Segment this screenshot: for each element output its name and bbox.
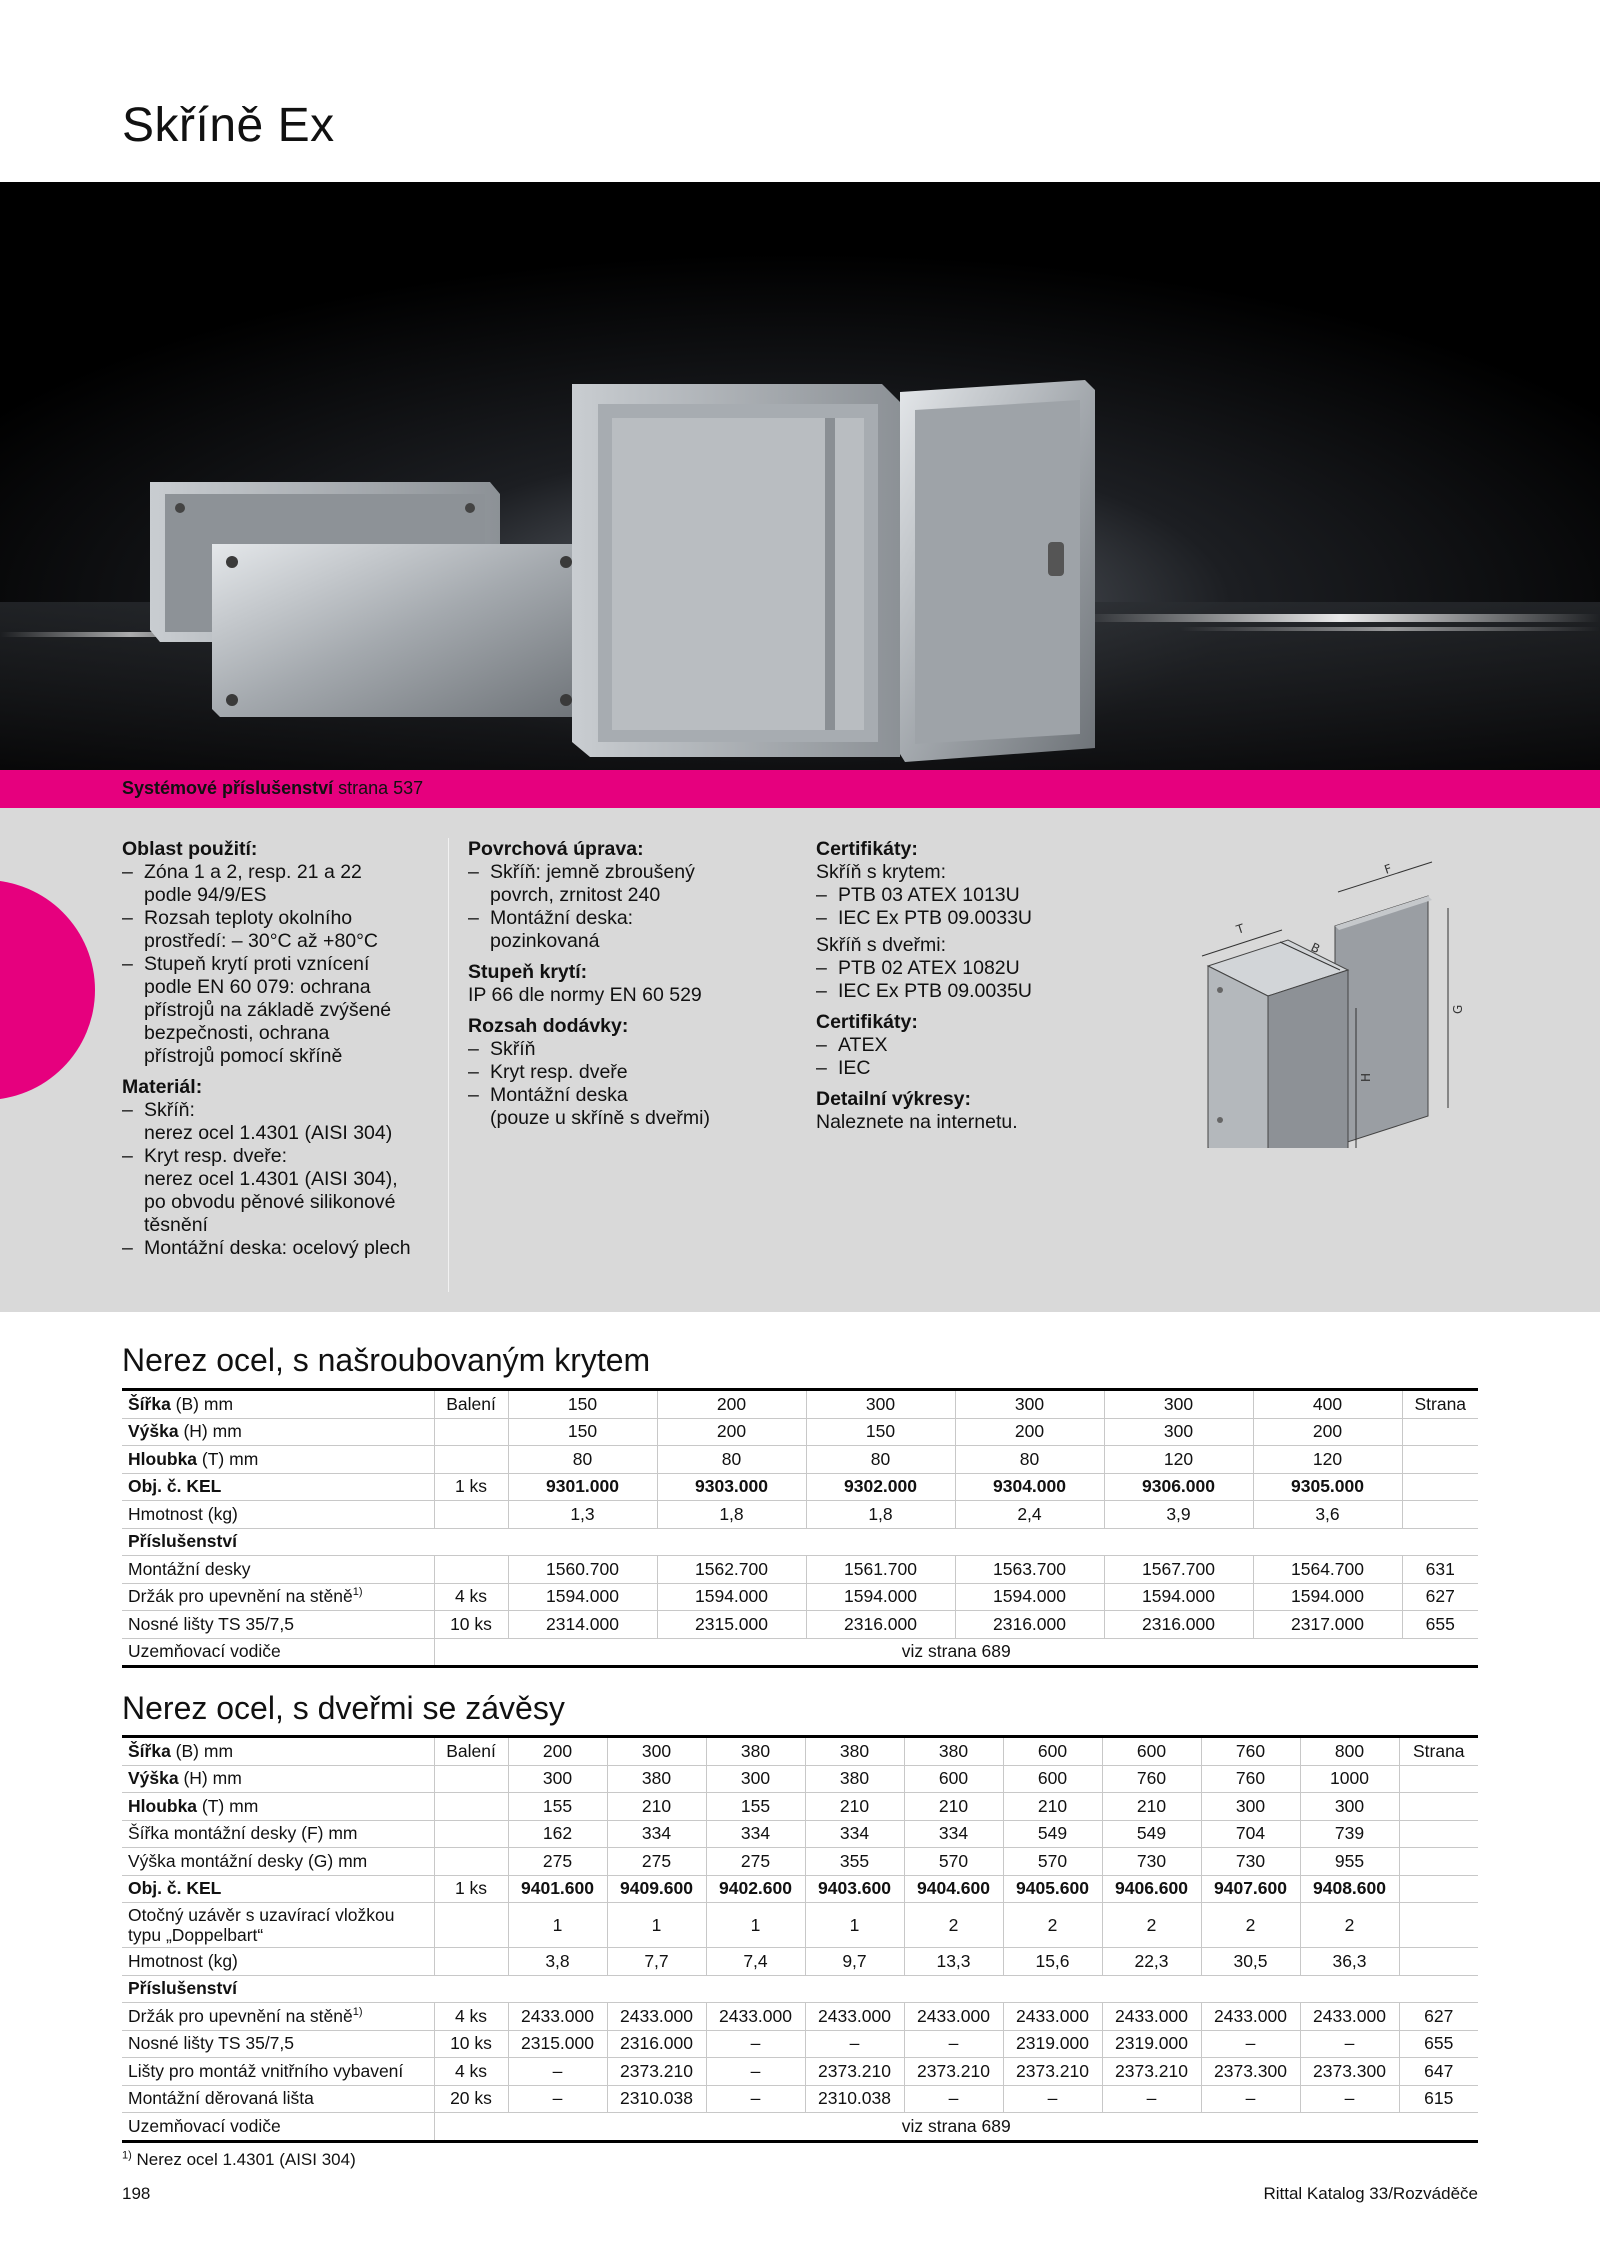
value-cell: –: [1003, 2085, 1102, 2113]
order-number: 9303.000: [657, 1473, 806, 1501]
reference-cell: viz strana 689: [434, 2113, 1478, 2142]
usage-item: – Stupeň krytí proti vznícení: [122, 953, 442, 976]
order-number: 9405.600: [1003, 1875, 1102, 1903]
table-row: [122, 1737, 1478, 1766]
certificate-item: – PTB 02 ATEX 1082U: [816, 957, 1136, 980]
value-cell: 22,3: [1102, 1948, 1201, 1976]
page-cell: 627: [1399, 2003, 1478, 2031]
page-cell: 615: [1399, 2085, 1478, 2113]
certificate-item: – IEC Ex PTB 09.0033U: [816, 907, 1136, 930]
value-cell: 2433.000: [508, 2003, 607, 2031]
info-column-certificates: [816, 838, 1136, 1134]
value-cell: 1594.000: [1104, 1583, 1253, 1611]
value-cell: 1594.000: [806, 1583, 955, 1611]
material-heading: Materiál:: [122, 1076, 203, 1098]
row-label: Šířka (B) mm: [122, 1737, 434, 1766]
dimension-diagram: [1160, 848, 1490, 1148]
value-cell: 334: [904, 1820, 1003, 1848]
value-cell: 2433.000: [904, 2003, 1003, 2031]
value-cell: 955: [1300, 1848, 1399, 1876]
value-cell: 1: [805, 1903, 904, 1948]
usage-item-cont: podle 94/9/ES: [144, 884, 267, 906]
value-cell: –: [1201, 2030, 1300, 2058]
page-cell: 655: [1399, 2030, 1478, 2058]
pack-cell: Balení: [434, 1390, 508, 1419]
value-cell: 2433.000: [1300, 2003, 1399, 2031]
accessories-label: Příslušenství: [122, 1528, 1478, 1556]
row-label: Šířka (B) mm: [122, 1390, 434, 1419]
certificates-sub: Skříň s krytem:: [816, 861, 947, 883]
value-cell: 704: [1201, 1820, 1300, 1848]
value-cell: 30,5: [1201, 1948, 1300, 1976]
page-title: Skříně Ex: [122, 99, 335, 152]
table-row: [122, 1848, 1478, 1876]
value-cell: 739: [1300, 1820, 1399, 1848]
value-cell: 300: [1201, 1793, 1300, 1821]
value-cell: 300: [1104, 1418, 1253, 1446]
value-cell: –: [1102, 2085, 1201, 2113]
order-number: 9306.000: [1104, 1473, 1253, 1501]
certificate-item: – PTB 03 ATEX 1013U: [816, 884, 1136, 907]
value-cell: 1000: [1300, 1765, 1399, 1793]
value-cell: 400: [1253, 1390, 1402, 1419]
value-cell: 730: [1201, 1848, 1300, 1876]
info-column-usage: [122, 838, 442, 1260]
value-cell: 2433.000: [805, 2003, 904, 2031]
order-number: 9304.000: [955, 1473, 1104, 1501]
footnote: $^{1)}$ Nerez ocel 1.4301 (AISI 304): [122, 2149, 356, 2169]
order-number: 9403.600: [805, 1875, 904, 1903]
row-label: Montážní desky: [122, 1556, 434, 1584]
table-row: [122, 2085, 1478, 2113]
value-cell: –: [706, 2058, 805, 2086]
surface-item-cont: povrch, zrnitost 240: [490, 884, 661, 906]
value-cell: 80: [657, 1446, 806, 1474]
value-cell: 300: [1104, 1390, 1253, 1419]
value-cell: 120: [1104, 1446, 1253, 1474]
value-cell: 760: [1201, 1737, 1300, 1766]
table-row: [122, 1390, 1478, 1419]
pack-cell: 4 ks: [434, 2003, 508, 2031]
value-cell: 275: [508, 1848, 607, 1876]
value-cell: 15,6: [1003, 1948, 1102, 1976]
value-cell: 1594.000: [657, 1583, 806, 1611]
value-cell: 36,3: [1300, 1948, 1399, 1976]
spec-table-screw-cover: [122, 1388, 1478, 1668]
order-number: 9401.600: [508, 1875, 607, 1903]
table-row: [122, 1446, 1478, 1474]
pack-cell: 1 ks: [434, 1875, 508, 1903]
certificates-heading: Certifikáty:: [816, 838, 918, 860]
pack-cell: Balení: [434, 1737, 508, 1766]
material-item: – Skříň:: [122, 1099, 442, 1122]
value-cell: 334: [607, 1820, 706, 1848]
value-cell: 2316.000: [607, 2030, 706, 2058]
table-row: [122, 1820, 1478, 1848]
material-item-cont: po obvodu pěnové silikonové: [144, 1191, 396, 1213]
value-cell: 80: [955, 1446, 1104, 1474]
table-row: [122, 2058, 1478, 2086]
value-cell: 3,8: [508, 1948, 607, 1976]
value-cell: 80: [806, 1446, 955, 1474]
value-cell: 380: [904, 1737, 1003, 1766]
value-cell: 600: [1003, 1765, 1102, 1793]
usage-item-cont: bezpečnosti, ochrana: [144, 1022, 330, 1044]
value-cell: 800: [1300, 1737, 1399, 1766]
table-row: [122, 1556, 1478, 1584]
value-cell: 570: [904, 1848, 1003, 1876]
protection-heading: Stupeň krytí:: [468, 961, 588, 983]
value-cell: –: [1300, 2085, 1399, 2113]
value-cell: 334: [706, 1820, 805, 1848]
surface-heading: Povrchová úprava:: [468, 838, 644, 860]
dim-label-f: F: [1382, 861, 1394, 877]
value-cell: 300: [806, 1390, 955, 1419]
row-label: Držák pro upevnění na stěně$^{1)}$: [122, 1583, 434, 1611]
table-row: [122, 1903, 1478, 1948]
value-cell: 200: [1253, 1418, 1402, 1446]
value-cell: 2433.000: [1003, 2003, 1102, 2031]
value-cell: 155: [706, 1793, 805, 1821]
table-row: [122, 1473, 1478, 1501]
pack-cell: 4 ks: [434, 2058, 508, 2086]
value-cell: 300: [607, 1737, 706, 1766]
value-cell: 2317.000: [1253, 1611, 1402, 1639]
value-cell: 2314.000: [508, 1611, 657, 1639]
row-label: Hmotnost (kg): [122, 1948, 434, 1976]
drawings-heading: Detailní výkresy:: [816, 1088, 972, 1110]
accessories-bar-label: Systémové příslušenství: [122, 778, 334, 798]
row-label: Hmotnost (kg): [122, 1501, 434, 1529]
table-row: [122, 1418, 1478, 1446]
table-row: [122, 1528, 1478, 1556]
delivery-item-cont: (pouze u skříně s dveřmi): [490, 1107, 710, 1129]
value-cell: 2316.000: [1104, 1611, 1253, 1639]
value-cell: 275: [706, 1848, 805, 1876]
delivery-item: – Kryt resp. dveře: [468, 1061, 798, 1084]
page-header-cell: Strana: [1402, 1390, 1478, 1419]
usage-item: – Zóna 1 a 2, resp. 21 a 22: [122, 861, 442, 884]
product-photo: [0, 182, 1600, 770]
certificate-item: – IEC Ex PTB 09.0035U: [816, 980, 1136, 1003]
value-cell: –: [805, 2030, 904, 2058]
value-cell: 1563.700: [955, 1556, 1104, 1584]
value-cell: 2: [1003, 1903, 1102, 1948]
table-row: [122, 1638, 1478, 1667]
usage-item-cont: podle EN 60 079: ochrana: [144, 976, 371, 998]
value-cell: 2433.000: [607, 2003, 706, 2031]
row-label: Lišty pro montáž vnitřního vybavení: [122, 2058, 434, 2086]
material-item-cont: nerez ocel 1.4301 (AISI 304): [144, 1122, 393, 1144]
material-item-cont: nerez ocel 1.4301 (AISI 304),: [144, 1168, 398, 1190]
value-cell: 162: [508, 1820, 607, 1848]
page-cell: 647: [1399, 2058, 1478, 2086]
value-cell: 120: [1253, 1446, 1402, 1474]
value-cell: 549: [1003, 1820, 1102, 1848]
column-divider: [448, 838, 449, 1292]
value-cell: 2310.038: [805, 2085, 904, 2113]
value-cell: 150: [508, 1418, 657, 1446]
row-label: Montážní děrovaná lišta: [122, 2085, 434, 2113]
row-label: Hloubka (T) mm: [122, 1446, 434, 1474]
page-cell: 627: [1402, 1583, 1478, 1611]
usage-item-cont: přístrojů na základě zvýšené: [144, 999, 392, 1021]
row-label: Držák pro upevnění na stěně$^{1)}$: [122, 2003, 434, 2031]
value-cell: 275: [607, 1848, 706, 1876]
value-cell: 2: [904, 1903, 1003, 1948]
value-cell: 150: [806, 1418, 955, 1446]
value-cell: 380: [706, 1737, 805, 1766]
value-cell: 300: [508, 1765, 607, 1793]
value-cell: –: [508, 2058, 607, 2086]
table-row: [122, 1501, 1478, 1529]
order-number: 9408.600: [1300, 1875, 1399, 1903]
value-cell: –: [1300, 2030, 1399, 2058]
value-cell: 2319.000: [1003, 2030, 1102, 2058]
value-cell: 1562.700: [657, 1556, 806, 1584]
value-cell: 2373.210: [904, 2058, 1003, 2086]
value-cell: 7,7: [607, 1948, 706, 1976]
value-cell: 1560.700: [508, 1556, 657, 1584]
usage-item: – Rozsah teploty okolního: [122, 907, 442, 930]
row-label: Obj. č. KEL: [122, 1473, 434, 1501]
value-cell: 300: [1300, 1793, 1399, 1821]
value-cell: 200: [508, 1737, 607, 1766]
surface-item: – Montážní deska:: [468, 907, 798, 930]
value-cell: 2316.000: [955, 1611, 1104, 1639]
value-cell: 2373.210: [1102, 2058, 1201, 2086]
info-column-surface: [468, 838, 798, 1130]
value-cell: 600: [1003, 1737, 1102, 1766]
order-number: 9406.600: [1102, 1875, 1201, 1903]
value-cell: 570: [1003, 1848, 1102, 1876]
protection-text: IP 66 dle normy EN 60 529: [468, 984, 702, 1006]
reference-cell: viz strana 689: [434, 1638, 1478, 1667]
value-cell: 200: [657, 1390, 806, 1419]
value-cell: 155: [508, 1793, 607, 1821]
pack-cell: 10 ks: [434, 2030, 508, 2058]
value-cell: 2433.000: [1201, 2003, 1300, 2031]
page-number: 198: [122, 2184, 151, 2203]
usage-heading: Oblast použití:: [122, 838, 258, 860]
value-cell: 2433.000: [706, 2003, 805, 2031]
order-number: 9409.600: [607, 1875, 706, 1903]
value-cell: 1: [706, 1903, 805, 1948]
value-cell: 2: [1102, 1903, 1201, 1948]
value-cell: 2316.000: [806, 1611, 955, 1639]
certificate-item: – IEC: [816, 1057, 1136, 1080]
material-item: – Kryt resp. dveře:: [122, 1145, 442, 1168]
row-label: Výška montážní desky (G) mm: [122, 1848, 434, 1876]
value-cell: 210: [1003, 1793, 1102, 1821]
delivery-item: – Montážní deska: [468, 1084, 798, 1107]
value-cell: 1,8: [806, 1501, 955, 1529]
table-row: [122, 1875, 1478, 1903]
usage-item-cont: přístrojů pomocí skříně: [144, 1045, 343, 1067]
value-cell: 2: [1300, 1903, 1399, 1948]
row-label: Nosné lišty TS 35/7,5: [122, 1611, 434, 1639]
value-cell: 2,4: [955, 1501, 1104, 1529]
pack-cell: 4 ks: [434, 1583, 508, 1611]
value-cell: 1,8: [657, 1501, 806, 1529]
dim-label-h: H: [1359, 1072, 1373, 1082]
pack-cell: 20 ks: [434, 2085, 508, 2113]
system-accessories-bar: [0, 770, 1600, 808]
accessories-label: Příslušenství: [122, 1975, 1478, 2003]
delivery-heading: Rozsah dodávky:: [468, 1015, 629, 1037]
value-cell: 380: [805, 1765, 904, 1793]
pack-cell: 1 ks: [434, 1473, 508, 1501]
table-row: [122, 2003, 1478, 2031]
value-cell: 549: [1102, 1820, 1201, 1848]
page-header-cell: Strana: [1399, 1737, 1478, 1766]
table-row: [122, 1975, 1478, 2003]
table-row: [122, 2113, 1478, 2142]
value-cell: 2319.000: [1102, 2030, 1201, 2058]
value-cell: 3,9: [1104, 1501, 1253, 1529]
page-cell: 631: [1402, 1556, 1478, 1584]
section-title-screw-cover: Nerez ocel, s našroubovaným krytem: [122, 1342, 651, 1378]
row-label: Uzemňovací vodiče: [122, 2113, 434, 2142]
value-cell: –: [1201, 2085, 1300, 2113]
value-cell: 600: [904, 1765, 1003, 1793]
value-cell: 1: [607, 1903, 706, 1948]
spec-table-hinged-door: [122, 1735, 1478, 2143]
order-number: 9301.000: [508, 1473, 657, 1501]
certificate-item: – ATEX: [816, 1034, 1136, 1057]
value-cell: –: [706, 2030, 805, 2058]
table-row: [122, 1793, 1478, 1821]
row-label: Hloubka (T) mm: [122, 1793, 434, 1821]
surface-item: – Skříň: jemně zbroušený: [468, 861, 798, 884]
value-cell: 1561.700: [806, 1556, 955, 1584]
value-cell: 2433.000: [1102, 2003, 1201, 2031]
value-cell: 2373.210: [607, 2058, 706, 2086]
value-cell: 300: [955, 1390, 1104, 1419]
table-row: [122, 1765, 1478, 1793]
value-cell: 760: [1201, 1765, 1300, 1793]
catalog-reference: Rittal Katalog 33/Rozváděče: [1263, 2184, 1478, 2203]
value-cell: 1594.000: [508, 1583, 657, 1611]
value-cell: 9,7: [805, 1948, 904, 1976]
table-row: [122, 2030, 1478, 2058]
value-cell: 1,3: [508, 1501, 657, 1529]
row-label: Uzemňovací vodiče: [122, 1638, 434, 1667]
section-title-hinged-door: Nerez ocel, s dveřmi se závěsy: [122, 1690, 565, 1726]
dim-label-g: G: [1451, 1004, 1465, 1014]
value-cell: 1594.000: [1253, 1583, 1402, 1611]
pack-cell: 10 ks: [434, 1611, 508, 1639]
certificates-sub: Skříň s dveřmi:: [816, 934, 947, 956]
value-cell: 2310.038: [607, 2085, 706, 2113]
value-cell: 2373.210: [1003, 2058, 1102, 2086]
accessories-bar-page: strana 537: [333, 778, 424, 798]
table-row: [122, 1948, 1478, 1976]
value-cell: 200: [657, 1418, 806, 1446]
page-cell: 655: [1402, 1611, 1478, 1639]
material-item-cont: těsnění: [144, 1214, 208, 1236]
value-cell: 2315.000: [508, 2030, 607, 2058]
value-cell: 300: [706, 1765, 805, 1793]
value-cell: 355: [805, 1848, 904, 1876]
row-label: Výška (H) mm: [122, 1765, 434, 1793]
value-cell: 80: [508, 1446, 657, 1474]
value-cell: 730: [1102, 1848, 1201, 1876]
surface-item-cont: pozinkovaná: [490, 930, 600, 952]
dim-label-t: T: [1234, 921, 1246, 937]
value-cell: 380: [805, 1737, 904, 1766]
row-label: Šířka montážní desky (F) mm: [122, 1820, 434, 1848]
table-row: [122, 1611, 1478, 1639]
value-cell: 210: [805, 1793, 904, 1821]
value-cell: 13,3: [904, 1948, 1003, 1976]
order-number: 9305.000: [1253, 1473, 1402, 1501]
row-label: Otočný uzávěr s uzavírací vložkou typu „Doppelbart“: [122, 1903, 434, 1948]
order-number: 9302.000: [806, 1473, 955, 1501]
value-cell: 150: [508, 1390, 657, 1419]
table-row: [122, 1583, 1478, 1611]
delivery-item: – Skříň: [468, 1038, 798, 1061]
value-cell: –: [706, 2085, 805, 2113]
certificates-heading: Certifikáty:: [816, 1011, 918, 1033]
order-number: 9404.600: [904, 1875, 1003, 1903]
value-cell: 3,6: [1253, 1501, 1402, 1529]
value-cell: 2373.210: [805, 2058, 904, 2086]
value-cell: –: [904, 2085, 1003, 2113]
drawings-text: Naleznete na internetu.: [816, 1111, 1018, 1133]
value-cell: 1564.700: [1253, 1556, 1402, 1584]
row-label: Výška (H) mm: [122, 1418, 434, 1446]
value-cell: 2373.300: [1201, 2058, 1300, 2086]
value-cell: 2315.000: [657, 1611, 806, 1639]
value-cell: 1594.000: [955, 1583, 1104, 1611]
value-cell: 760: [1102, 1765, 1201, 1793]
info-box: [0, 808, 1600, 1312]
row-label: Nosné lišty TS 35/7,5: [122, 2030, 434, 2058]
value-cell: 210: [1102, 1793, 1201, 1821]
value-cell: 600: [1102, 1737, 1201, 1766]
dim-label-b: B: [1308, 940, 1323, 957]
order-number: 9407.600: [1201, 1875, 1300, 1903]
order-number: 9402.600: [706, 1875, 805, 1903]
value-cell: 200: [955, 1418, 1104, 1446]
row-label: Obj. č. KEL: [122, 1875, 434, 1903]
value-cell: –: [904, 2030, 1003, 2058]
value-cell: 1: [508, 1903, 607, 1948]
value-cell: 210: [607, 1793, 706, 1821]
value-cell: –: [508, 2085, 607, 2113]
value-cell: 2: [1201, 1903, 1300, 1948]
value-cell: 380: [607, 1765, 706, 1793]
usage-item-cont: prostředí: – 30°C až +80°C: [144, 930, 379, 952]
value-cell: 1567.700: [1104, 1556, 1253, 1584]
value-cell: 2373.300: [1300, 2058, 1399, 2086]
material-item: – Montážní deska: ocelový plech: [122, 1237, 442, 1260]
value-cell: 210: [904, 1793, 1003, 1821]
value-cell: 7,4: [706, 1948, 805, 1976]
value-cell: 334: [805, 1820, 904, 1848]
